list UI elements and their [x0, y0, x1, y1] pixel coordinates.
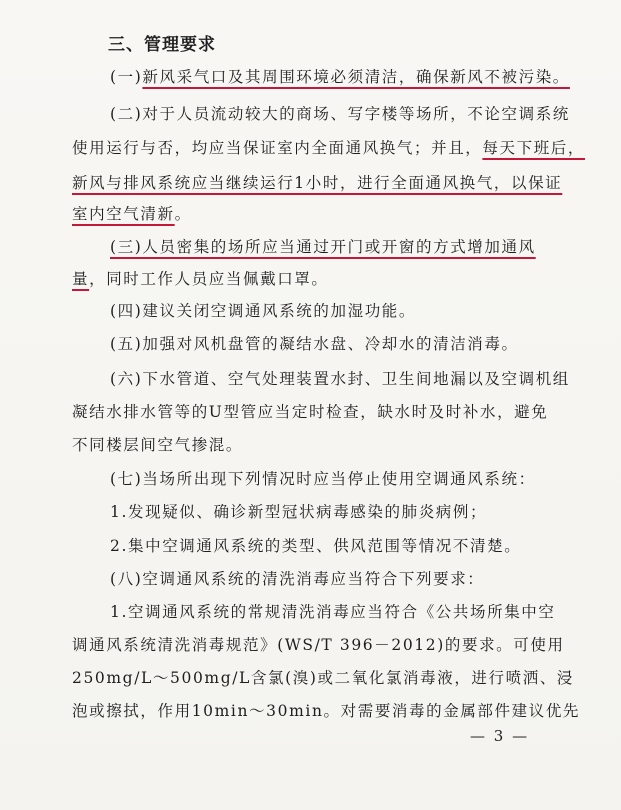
underlined-text: 量	[72, 270, 90, 288]
item-marker: (一)	[110, 68, 143, 86]
text-line-6: (三)人员密集的场所应当通过开门或开窗的方式增加通风	[110, 238, 536, 256]
text-line-3	[72, 137, 585, 159]
text-line-8: (四)建议关闭空调通风系统的加湿功能。	[110, 302, 416, 320]
text-line-9: (五)加强对风机盘管的凝结水盘、冷却水的清洁消毒。	[110, 335, 519, 353]
page-number: — 3 —	[470, 727, 530, 745]
underlined-text: 新风采气口及其周围环境必须清洁，确保新风不被污染。	[142, 68, 570, 86]
text-span: 。	[174, 205, 192, 223]
text-line-7	[72, 268, 329, 290]
text-line-11: 凝结水排水管等的U型管应当定时检查，缺水时及时补水，避免	[72, 403, 549, 421]
text-line-15: 2.集中空调通风系统的类型、供风范围等情况不清楚。	[110, 537, 522, 555]
underlined-text: 室内空气清新	[72, 205, 175, 223]
text-line-16: (八)空调通风系统的清洗消毒应当符合下列要求：	[110, 570, 485, 588]
text-span: ，同时工作人员应当佩戴口罩。	[89, 270, 329, 288]
text-line-1	[110, 66, 570, 88]
text-line-2: (二)对于人员流动较大的商场、写字楼等场所，不论空调系统	[110, 105, 570, 123]
underlined-text: 每天下班后，	[482, 139, 586, 157]
text-line-10: (六)下水管道、空气处理装置水封、卫生间地漏以及空调机组	[110, 370, 570, 388]
text-line-13: (七)当场所出现下列情况时应当停止使用空调通风系统：	[110, 470, 536, 488]
text-line-4: 新风与排风系统应当继续运行1小时，进行全面通风换气，以保证	[72, 174, 563, 192]
text-line-5	[72, 203, 192, 225]
text-line-14: 1.发现疑似、确诊新型冠状病毒感染的肺炎病例；	[110, 503, 488, 521]
section-heading: 三、管理要求	[108, 35, 216, 55]
text-line-12: 不同楼层间空气掺混。	[72, 436, 244, 454]
text-line-20: 泡或擦拭，作用10min～30min。对需要消毒的金属部件建议优先	[72, 702, 581, 720]
text-line-17: 1.空调通风系统的常规清洗消毒应当符合《公共场所集中空	[110, 603, 556, 621]
text-line-18: 调通风系统清洗消毒规范》(WS/T 396－2012)的要求。可使用	[72, 636, 565, 654]
text-line-19: 250mg/L～500mg/L含氯(溴)或二氧化氯消毒液，进行喷洒、浸	[72, 669, 575, 687]
text-span: 使用运行与否，均应当保证室内全面通风换气；并且，	[72, 139, 483, 157]
